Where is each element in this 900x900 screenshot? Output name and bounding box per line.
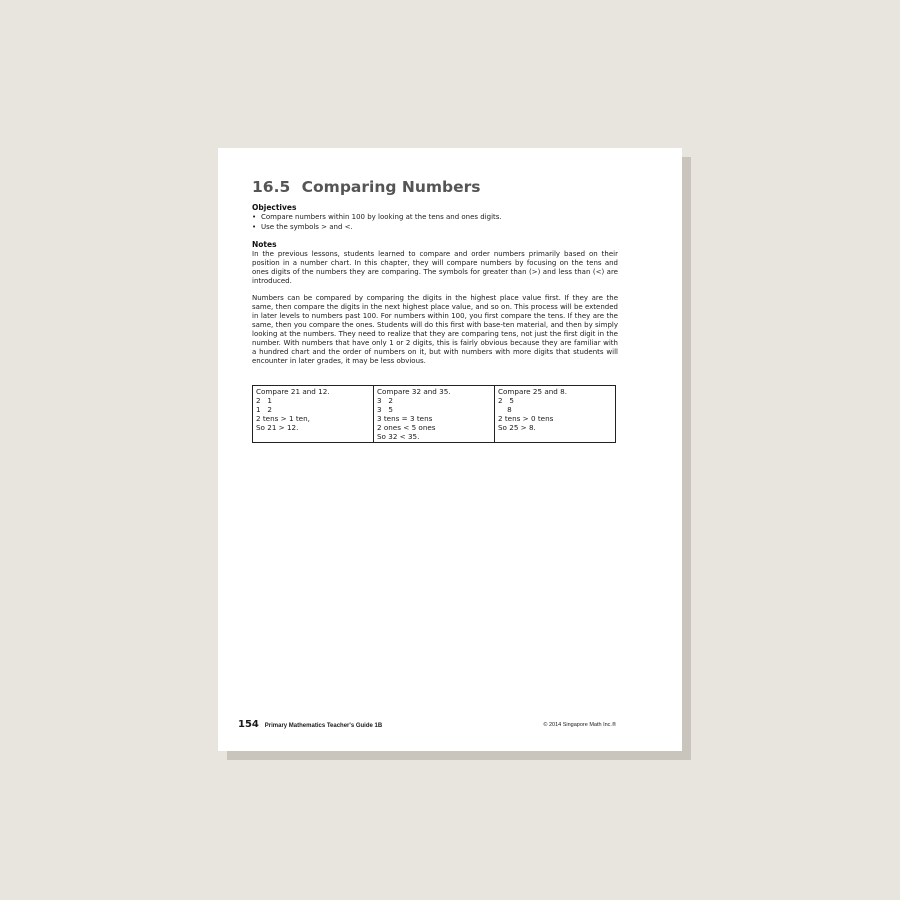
example-line: 3 5	[377, 405, 393, 414]
example-line: 2 tens > 0 tens	[498, 414, 554, 423]
section-title-text: Comparing Numbers	[301, 178, 481, 196]
example-line: 1 2	[256, 405, 272, 414]
document-page	[218, 148, 682, 751]
example-line: 8	[498, 405, 512, 414]
notes-paragraph: Numbers can be compared by comparing the digits in the highest place value first. If they are the same, then compare the digits in the next highest place value, and so on. This process will be extended in later levels to numbers past 100. For numbers within 100, you first compare the tens. If they are the same, then you compare the ones. Students will do this first with base-ten material, and then by simply looking at the numbers. They need to realize that they are comparing tens, not just the first digit in the number. With numbers that have only 1 or 2 digits, this is fairly obvious because they are familiar with a hundred chart and the order of numbers on it, but with numbers with more digits that students will encounter in later grades, it may be less obvious.	[252, 294, 618, 365]
page-number: 154	[238, 719, 259, 730]
comparison-examples-table	[252, 385, 616, 443]
objectives-heading: Objectives	[252, 203, 297, 212]
notes-heading: Notes	[252, 240, 277, 249]
example-line: 2 5	[498, 396, 514, 405]
example-cell	[253, 386, 374, 443]
example-line: So 21 > 12.	[256, 423, 299, 432]
example-line: 2 tens > 1 ten,	[256, 414, 310, 423]
example-line: 2 ones < 5 ones	[377, 423, 436, 432]
objective-item: • Use the symbols > and <.	[252, 222, 502, 232]
example-line: So 32 < 35.	[377, 432, 420, 441]
example-line: 3 tens = 3 tens	[377, 414, 433, 423]
example-line: So 25 > 8.	[498, 423, 536, 432]
objectives-list	[252, 212, 502, 232]
copyright-notice: © 2014 Singapore Math Inc.®	[543, 722, 616, 728]
example-line: 3 2	[377, 396, 393, 405]
example-cell	[495, 386, 616, 443]
guide-title: Primary Mathematics Teacher's Guide 1B	[264, 723, 383, 729]
section-title	[252, 178, 481, 196]
example-line: 2 1	[256, 396, 272, 405]
example-heading: Compare 21 and 12.	[256, 387, 330, 396]
example-heading: Compare 32 and 35.	[377, 387, 451, 396]
table-row	[253, 386, 616, 443]
objective-item: • Compare numbers within 100 by looking at the tens and ones digits.	[252, 212, 502, 222]
example-cell	[374, 386, 495, 443]
example-heading: Compare 25 and 8.	[498, 387, 567, 396]
notes-paragraph: In the previous lessons, students learned to compare and order numbers primarily based on their position in a number chart. In this chapter, they will compare numbers by focusing on the tens and ones digits of the numbers they are comparing. The symbols for greater than (>) and less than (<) are introduced.	[252, 250, 618, 285]
section-number: 16.5	[252, 178, 291, 196]
